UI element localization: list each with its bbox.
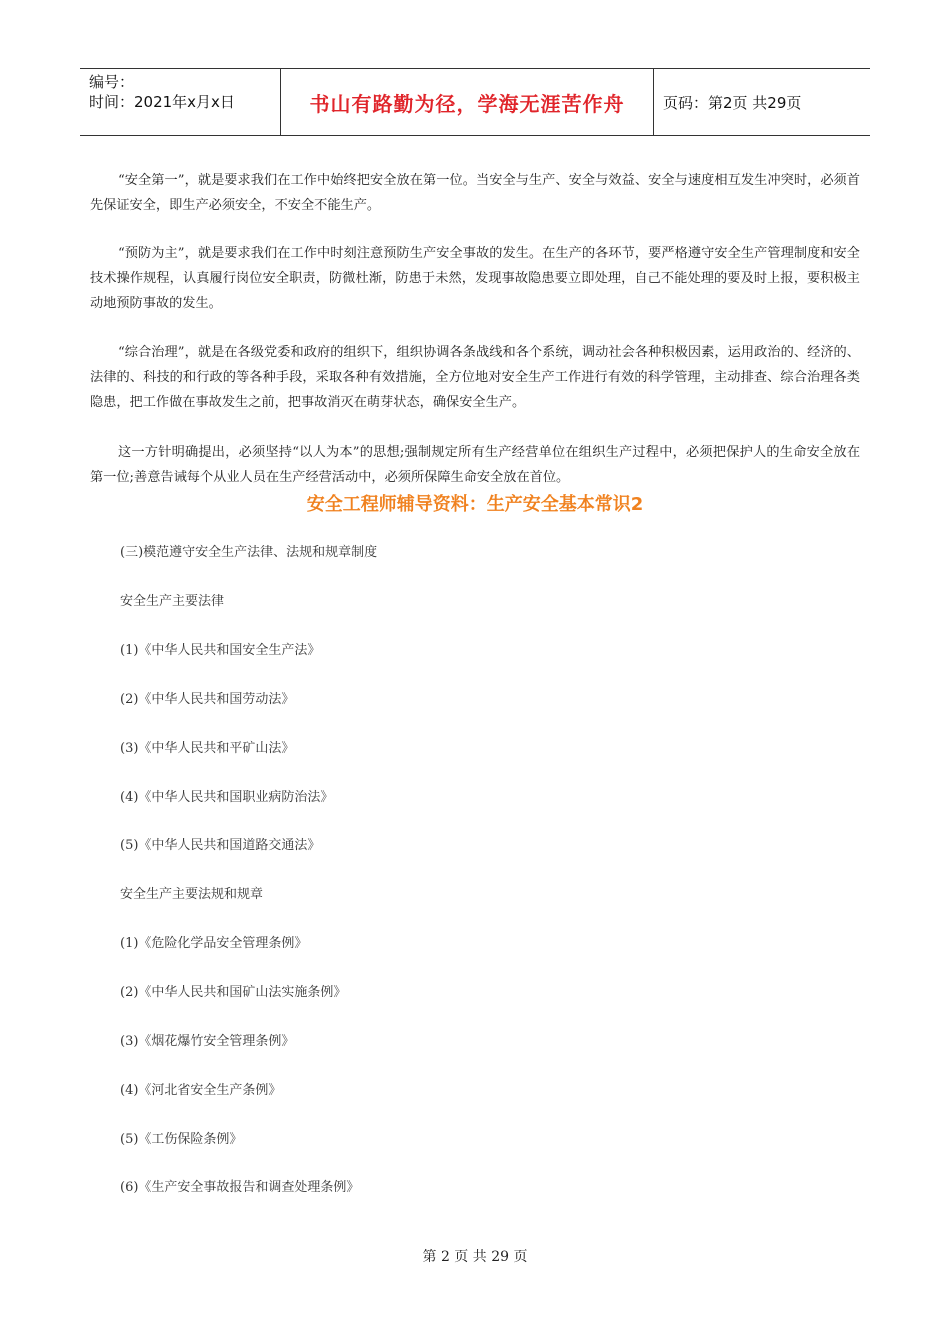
motto: 书山有路勤为径，学海无涯苦作舟: [281, 69, 654, 135]
list-item: (2)《中华人民共和国劳动法》: [120, 692, 295, 707]
list-item: (1)《中华人民共和国安全生产法》: [120, 643, 321, 658]
list-item: (4)《中华人民共和国职业病防治法》: [120, 790, 334, 805]
paragraph-people-oriented: 这一方针明确提出，必须坚持“以人为本”的思想;强制规定所有生产经营单位在组织生产过程中，必须把保护人的生命安全放在第一位;善意告诫每个从业人员在生产经营活动中，必须所保障生命安全放在首位。: [90, 445, 860, 485]
header-meta-cell: [80, 69, 281, 135]
section-title: 安全工程师辅导资料：生产安全基本常识2: [306, 494, 644, 515]
list-item: (6)《生产安全事故报告和调查处理条例》: [120, 1180, 360, 1195]
list-item: (3)《烟花爆竹安全管理条例》: [120, 1034, 295, 1049]
list-item: (1)《危险化学品安全管理条例》: [120, 936, 308, 951]
list-item: (5)《中华人民共和国道路交通法》: [120, 838, 321, 853]
list-item: (3)《中华人民共和平矿山法》: [120, 741, 295, 756]
paragraph-safety-first: “安全第一”，就是要求我们在工作中始终把安全放在第一位。当安全与生产、安全与效益、安全与速度相互发生冲突时，必须首先保证安全，即生产必须安全，不安全不能生产。: [90, 173, 860, 213]
number-label: 编号：: [89, 73, 135, 91]
list-heading: (三)模范遵守安全生产法律、法规和规章制度: [120, 545, 378, 560]
list-subheading: 安全生产主要法律: [120, 594, 225, 609]
page-info: 页码：第2页 共29页: [663, 93, 802, 112]
document-header: [80, 68, 870, 136]
list-item: (5)《工伤保险条例》: [120, 1132, 243, 1147]
list-item: (2)《中华人民共和国矿山法实施条例》: [120, 985, 347, 1000]
paragraph-comprehensive-management: “综合治理”，就是在各级党委和政府的组织下，组织协调各条战线和各个系统，调动社会各种积极因素，运用政治的、经济的、法律的、科技的和行政的等各种手段，采取各种有效措施，全方位地对安全生产工作进行有效的科学管理，主动排查、综合治理各类隐患，把工作做在事故发生之前，把事故消灭在萌芽状态，确保安全生产。: [90, 345, 860, 410]
list-item: (4)《河北省安全生产条例》: [120, 1083, 282, 1098]
page-footer: 第 2 页 共 29 页: [422, 1249, 528, 1265]
time-label: 时间：2021年x月x日: [89, 93, 235, 111]
list-subheading: 安全生产主要法规和规章: [120, 887, 264, 902]
paragraph-prevention-first: “预防为主”，就是要求我们在工作中时刻注意预防生产安全事故的发生。在生产的各环节，要严格遵守安全生产管理制度和安全技术操作规程，认真履行岗位安全职责，防微杜渐，防患于未然，发现事故隐患要立即处理，自己不能处理的要及时上报，要积极主动地预防事故的发生。: [90, 246, 860, 311]
